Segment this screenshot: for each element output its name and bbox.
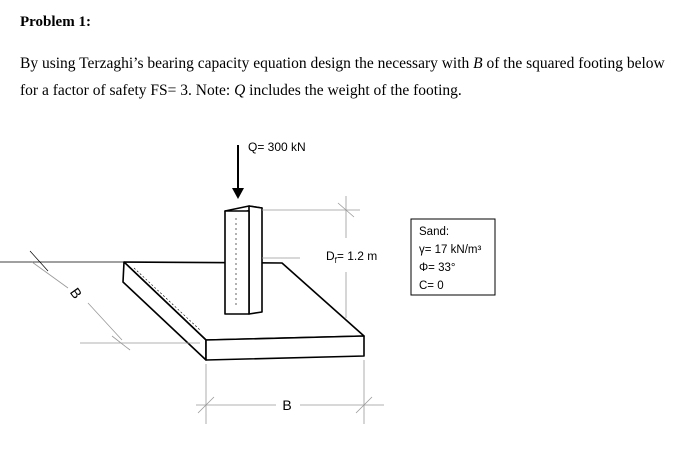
width-label-bottom: B bbox=[282, 397, 292, 413]
soil-title: Sand: bbox=[419, 226, 450, 238]
depth-label: $D_f= 1.2$ m bbox=[326, 249, 378, 265]
load-label: Q= 300 kN bbox=[248, 140, 306, 154]
width-label-side: B bbox=[66, 284, 86, 302]
problem-title: Problem 1: bbox=[20, 14, 91, 30]
width-dimension-bottom bbox=[196, 360, 384, 424]
problem-text-part-1: By using Terzaghi’s bearing capacity equation design the necessary with bbox=[20, 55, 474, 72]
soil-unit-weight: γ= 17 kN/m³ bbox=[419, 244, 482, 256]
variable-q: Q bbox=[234, 82, 246, 99]
load-arrow-icon bbox=[232, 145, 244, 199]
problem-text-part-2: of the squared footing below for a factor of safety FS= 3. Note: bbox=[20, 55, 665, 99]
soil-friction-angle: Φ= 33° bbox=[419, 262, 456, 274]
problem-text-part-3: includes the weight of the footing. bbox=[245, 82, 462, 99]
soil-cohesion: C= 0 bbox=[419, 280, 444, 292]
footing-column bbox=[225, 206, 262, 314]
ground-tick bbox=[30, 251, 48, 271]
variable-b: B bbox=[473, 55, 483, 72]
